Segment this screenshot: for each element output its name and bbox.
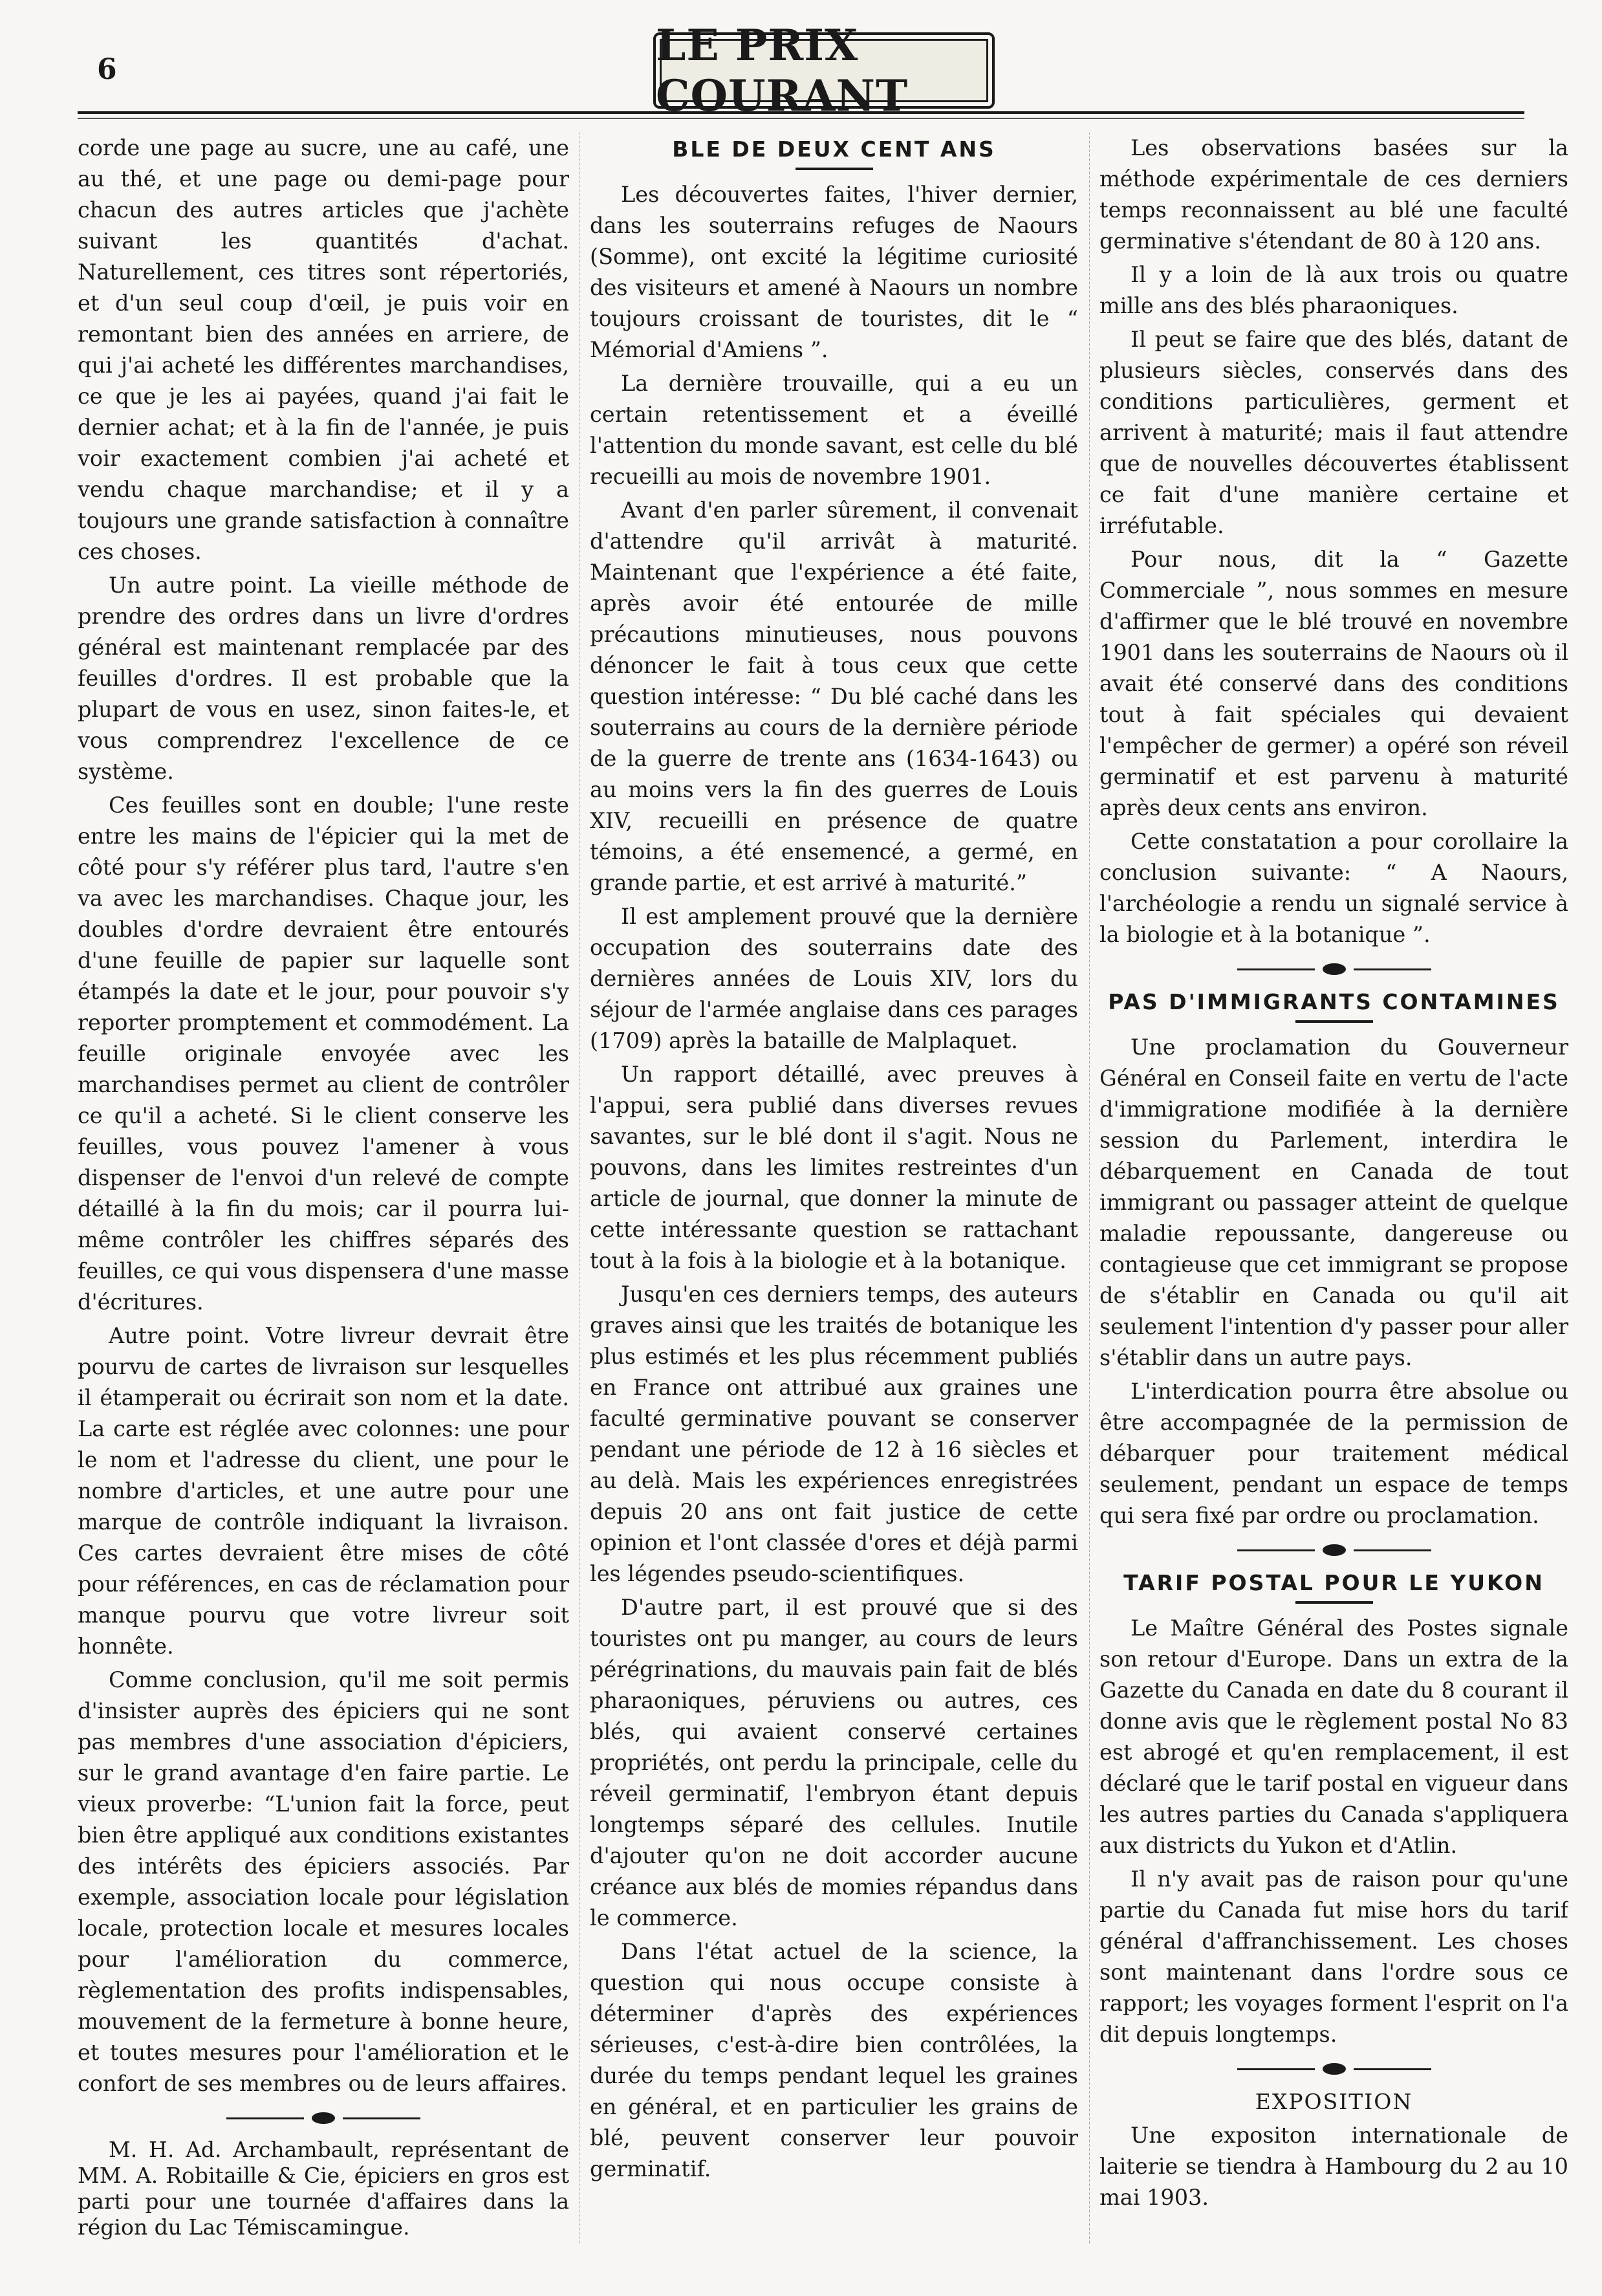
paragraph: Jusqu'en ces derniers temps, des auteurs graves ainsi que les traités de botanique les plus estimés et les plus récemment publiés en France ont attribué aux graines une faculté germinative pouvant se conserver pendant une période de 12 à 16 siècles et au delà. Mais les expériences enregistrées depuis 20 ans ont fait justice de cette opinion et l'ont classée d'ores et déjà parmi les légendes pseudo-scientifiques. (590, 1282, 1078, 1586)
column-divider-1 (579, 133, 580, 2244)
column-divider-2 (1089, 133, 1090, 2244)
paragraph: Il est amplement prouvé que la dernière occupation des souterrains date des dernières années de Louis XIV, lors du séjour de l'armée anglaise dans ces parages (1709) après la bataille de Malplaquet. (590, 904, 1078, 1053)
article-headline: BLE DE DEUX CENT ANS (672, 137, 996, 162)
header-rule-thin (78, 118, 1524, 119)
paragraph: D'autre part, il est prouvé que si des touristes ont pu manger, au cours de leurs pérégrinations, du mauvais pain fait de blés pharaoniques, péruviens ou autres, ces blés, qui avaient conservé certaines propriétés, ont perdu la principale, celle du réveil germinatif, l'embryon étant depuis longtemps séparé des cellules. Inutile d'ajouter qu'on ne doit accorder aucune créance aux blés de momies répandus dans le commerce. (590, 1595, 1078, 1930)
paragraph: Comme conclusion, qu'il me soit permis d'insister auprès des épiciers qui ne sont pas membres d'une association d'épiciers, sur le grand avantage d'en faire partie. Le vieux proverbe: “L'union fait la force, peut bien être appliqué aux conditions existantes des intérêts des épiciers associés. Par exemple, association locale pour législation locale, protection locale et mesures locales pour l'amélioration du commerce, règlementation des profits indispensables, mouvement de la fermeture à bonne heure, et toutes mesures pour l'amélioration et le confort de ses membres ou de leurs affaires. (78, 1667, 569, 2096)
paragraph: corde une page au sucre, une au café, une au thé, et une page ou demi-page pour chacun des autres articles que j'achète suivant les quantités d'achat. Naturellement, ces titres sont répertoriés, et d'un seul coup d'œil, je puis voir en remontant bien des années en arriere, de qui j'ai acheté les différentes marchandises, ce que je les ai payées, quand j'ai fait le dernier achat; et à la fin de l'année, je puis voir exactement combien j'ai acheté et vendu chaque marchandise; et il y a toujours une grande satisfaction à connaître ces choses. (78, 135, 569, 564)
paragraph: L'interdication pourra être absolue ou être accompagnée de la permission de débarquer pour traitement médical seulement, pendant un espace de temps qui sera fixé par ordre ou proclamation. (1099, 1379, 1568, 1528)
page-number: 6 (97, 53, 117, 86)
column-3 (1099, 133, 1568, 2257)
paragraph: Ces feuilles sont en double; l'une reste entre les mains de l'épicier qui la met de côté pour s'y référer plus tard, l'autre s'en va avec les marchandises. Chaque jour, les doubles d'ordre devraient être entourés d'une feuille de papier sur laquelle sont étampés la date et le jour, pour pouvoir s'y reporter promptement et commodément. La feuille originale envoyée avec les marchandises permet au client de contrôler ce qu'il a acheté. Si le client conserve les feuilles, vous pouvez l'amener à vous dispenser de l'envoi d'un relevé de compte détaillé à la fin du mois; car il pourra lui-même contrôler les chiffres séparés des feuilles, ce qui vous dispensera d'une masse d'écritures. (78, 793, 569, 1315)
headline-rule (1295, 1020, 1373, 1023)
paragraph: Les découvertes faites, l'hiver dernier, dans les souterrains refuges de Naours (Somme), ont excité la légitime curiosité des visiteurs et amené à Naours un nombre toujours croissant de touristes, dit le “ Mémorial d'Amiens ”. (590, 182, 1078, 362)
section-ornament (1099, 2059, 1568, 2079)
paragraph: Cette constatation a pour corollaire la conclusion suivante: “ A Naours, l'archéologie a rendu un signalé service à la biologie et à la botanique ”. (1099, 829, 1568, 947)
section-ornament (1099, 959, 1568, 979)
paragraph: Une expositon internationale de laiterie se tiendra à Hambourg du 2 au 10 mai 1903. (1099, 2123, 1568, 2210)
article-headline: EXPOSITION (1255, 2089, 1413, 2114)
section-ornament (1099, 1540, 1568, 1560)
paragraph: Les observations basées sur la méthode expérimentale de ces derniers temps reconnaissent au blé une faculté germinative s'étendant de 80 à 120 ans. (1099, 135, 1568, 254)
notice-paragraph: M. H. Ad. Archambault, représentant de MM. A. Robitaille & Cie, épiciers en gros est parti pour une tournée d'affaires dans la région du Lac Témiscamingue. (78, 2137, 569, 2240)
article-headline: TARIF POSTAL POUR LE YUKON (1123, 1570, 1544, 1595)
paragraph: La dernière trouvaille, qui a eu un certain retentissement et a éveillé l'attention du monde savant, est celle du blé recueilli au mois de novembre 1901. (590, 371, 1078, 489)
headline-rule (1295, 1601, 1373, 1604)
header-rule (78, 111, 1524, 114)
paragraph: Le Maître Général des Postes signale son retour d'Europe. Dans un extra de la Gazette du Canada en date du 8 courant il donne avis que le règlement postal No 83 est abrogé et qu'en remplacement, il est déclaré que le tarif postal en vigueur dans les autres parties du Canada s'appliquera aux districts du Yukon et d'Atlin. (1099, 1615, 1568, 1858)
article-headline: PAS D'IMMIGRANTS CONTAMINES (1108, 989, 1560, 1014)
paragraph: Il peut se faire que des blés, datant de plusieurs siècles, conservés dans des conditions particulières, germent et arrivent à maturité; mais il faut attendre que de nouvelles découvertes établissent ce fait d'une manière certaine et irréfutable. (1099, 327, 1568, 538)
paragraph: Pour nous, dit la “ Gazette Commerciale ”, nous sommes en mesure d'affirmer que le blé trouvé en novembre 1901 dans les souterrains de Naours où il avait été conservé dans des conditions tout à fait spéciales qui devaient l'empêcher de germer) a opéré son réveil germinatif et est parvenu à maturité après deux cents ans environ. (1099, 547, 1568, 820)
paragraph: Un rapport détaillé, avec preuves à l'appui, sera publié dans diverses revues savantes, sur le blé dont il s'agit. Nous ne pouvons, dans les limites restreintes d'un article de journal, que donner la minute de cette intéressante question se rattachant tout à la fois à la biologie et à la botanique. (590, 1062, 1078, 1273)
paragraph: Dans l'état actuel de la science, la question qui nous occupe consiste à déterminer d'après des expériences sérieuses, c'est-à-dire bien contrôlées, la durée du temps pendant lequel les graines en général, et en particulier les grains de blé, peuvent conserver leur pouvoir germinatif. (590, 1939, 1078, 2181)
paragraph: Un autre point. La vieille méthode de prendre des ordres dans un livre d'ordres général est maintenant remplacée par des feuilles d'ordres. Il est probable que la plupart de vous en usez, sinon faites-le, et vous comprendrez l'excellence de ce système. (78, 573, 569, 784)
paragraph: Avant d'en parler sûrement, il convenait d'attendre qu'il arrivât à maturité. Maintenant que l'expérience a été faite, après avoir été entourée de mille précautions minutieuses, nous pouvons dénoncer le fait à tous ceux que cette question intéresse: “ Du blé caché dans les souterrains au cours de la dernière période de la guerre de trente ans (1634-1643) ou au moins vers la fin des guerres de Louis XIV, recueilli en présence de quatre témoins, a été ensemencé, a germé, en grande partie, et est arrivé à maturité.” (590, 497, 1078, 895)
column-1 (78, 133, 569, 2257)
headline-rule (796, 168, 873, 170)
masthead-logo: LE PRIX COURANT (653, 32, 995, 109)
paragraph: Il n'y avait pas de raison pour qu'une partie du Canada fut mise hors du tarif général d'affranchissement. Les choses sont maintenant dans l'ordre sous ce rapport; les voyages forment l'esprit on l'a dit depuis longtemps. (1099, 1866, 1568, 2047)
column-2 (590, 133, 1078, 2257)
paragraph: Une proclamation du Gouverneur Général en Conseil faite en vertu de l'acte d'immigratione modifiée à la dernière session du Parlement, interdira le débarquement en Canada de tout immigrant ou passager atteint de quelque maladie repoussante, dangereuse ou contagieuse que cet immigrant se propose de s'établir en Canada ou qu'il ait seulement l'intention d'y passer pour aller s'établir dans un autre pays. (1099, 1034, 1568, 1370)
paragraph: Il y a loin de là aux trois ou quatre mille ans des blés pharaoniques. (1099, 262, 1568, 318)
section-ornament (78, 2108, 569, 2128)
paragraph: Autre point. Votre livreur devrait être pourvu de cartes de livraison sur lesquelles il étamperait ou écrirait son nom et la date. La carte est réglée avec colonnes: une pour le nom et l'adresse du client, une pour le nombre d'articles, et une autre pour une marque de contrôle indiquant la livraison. Ces cartes devraient être mises de côté pour références, en cas de réclamation pour manque pourvu que votre livreur soit honnête. (78, 1323, 569, 1659)
